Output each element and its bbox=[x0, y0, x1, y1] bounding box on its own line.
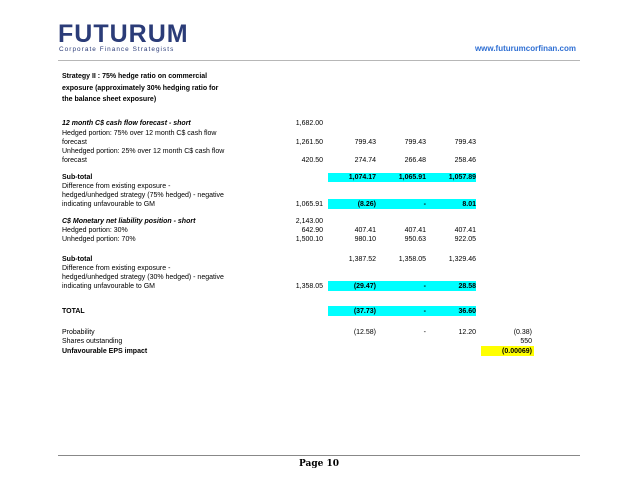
strategy-heading-line-1: Strategy II : 75% hedge ratio on commercial bbox=[62, 73, 208, 80]
cashflow-forecast-title: 12 month C$ cash flow forecast - short bbox=[62, 120, 191, 127]
total-label: TOTAL bbox=[62, 308, 85, 315]
s2-diff-label-1: Difference from existing exposure - bbox=[62, 265, 171, 272]
probability-col2: (12.58) bbox=[353, 329, 376, 336]
s1-unhedged-col3: 266.48 bbox=[404, 157, 426, 164]
s1-hedged-col1: 1,261.50 bbox=[295, 139, 323, 146]
footer-divider bbox=[58, 455, 580, 456]
shares-outstanding-label: Shares outstanding bbox=[62, 338, 123, 345]
monetary-liability-value: 2,143.00 bbox=[295, 218, 323, 225]
total-col4: 36.60 bbox=[458, 308, 476, 315]
s1-diff-col3: - bbox=[423, 201, 426, 208]
s1-unhedged-col1: 420.50 bbox=[301, 157, 323, 164]
s1-unhedged-label-1: Unhedged portion: 25% over 12 month C$ cash flow bbox=[62, 148, 225, 155]
s2-unhedged-col2: 980.10 bbox=[354, 236, 376, 243]
s1-hedged-col4: 799.43 bbox=[454, 139, 476, 146]
s1-diff-col1: 1,065.91 bbox=[295, 201, 323, 208]
probability-col3: - bbox=[423, 329, 426, 336]
probability-label: Probability bbox=[62, 329, 95, 336]
s1-hedged-col3: 799.43 bbox=[404, 139, 426, 146]
s1-unhedged-col4: 258.46 bbox=[454, 157, 476, 164]
shares-outstanding-value: 550 bbox=[520, 338, 532, 345]
s1-diff-label-2: hedged/unhedged strategy (75% hedged) - negative bbox=[62, 192, 224, 199]
strategy-heading-line-2: exposure (approximately 30% hedging ratio for bbox=[62, 85, 219, 92]
s2-diff-col3: - bbox=[423, 283, 426, 290]
s1-hedged-label-1: Hedged portion: 75% over 12 month C$ cash flow bbox=[62, 130, 217, 137]
s1-hedged-col2: 799.43 bbox=[354, 139, 376, 146]
s2-subtotal-label: Sub-total bbox=[62, 256, 93, 263]
eps-impact-value: (0.00069) bbox=[502, 348, 532, 355]
strategy-heading-line-3: the balance sheet exposure) bbox=[62, 96, 157, 103]
s2-unhedged-col4: 922.05 bbox=[454, 236, 476, 243]
probability-col4: 12.20 bbox=[458, 329, 476, 336]
s1-subtotal-col4: 1,057.89 bbox=[448, 174, 476, 181]
s1-subtotal-col3: 1,065.91 bbox=[398, 174, 426, 181]
s1-diff-col4: 8.01 bbox=[462, 201, 476, 208]
monetary-liability-title: C$ Monetary net liability position - short bbox=[62, 218, 196, 225]
s2-subtotal-col4: 1,329.46 bbox=[448, 256, 476, 263]
s1-unhedged-label-2: forecast bbox=[62, 157, 87, 164]
website-link[interactable]: www.futurumcorfinan.com bbox=[474, 44, 576, 53]
page-number: Page 10 bbox=[298, 459, 340, 469]
s1-subtotal-label: Sub-total bbox=[62, 174, 93, 181]
s2-diff-col4: 28.58 bbox=[458, 283, 476, 290]
s1-unhedged-col2: 274.74 bbox=[354, 157, 376, 164]
s2-diff-label-2: hedged/unhedged strategy (30% hedged) - negative bbox=[62, 274, 224, 281]
s2-unhedged-col1: 1,500.10 bbox=[295, 236, 323, 243]
s1-subtotal-col2: 1,074.17 bbox=[348, 174, 376, 181]
s1-diff-label-1: Difference from existing exposure - bbox=[62, 183, 171, 190]
eps-impact-label: Unfavourable EPS impact bbox=[62, 348, 148, 355]
s2-hedged-col2: 407.41 bbox=[354, 227, 376, 234]
s2-diff-col1: 1,358.05 bbox=[295, 283, 323, 290]
s2-hedged-col3: 407.41 bbox=[404, 227, 426, 234]
s1-diff-label-3: indicating unfavourable to GM bbox=[62, 201, 155, 208]
s2-hedged-col4: 407.41 bbox=[454, 227, 476, 234]
s2-diff-label-3: indicating unfavourable to GM bbox=[62, 283, 155, 290]
highlight-diff-2 bbox=[328, 281, 476, 291]
logo-tagline: Corporate Finance Strategists bbox=[59, 46, 175, 53]
s2-subtotal-col2: 1,387.52 bbox=[348, 256, 376, 263]
s2-diff-col2: (29.47) bbox=[353, 283, 376, 290]
s2-subtotal-col3: 1,358.05 bbox=[398, 256, 426, 263]
s2-hedged-label: Hedged portion: 30% bbox=[62, 227, 128, 234]
highlight-total bbox=[328, 306, 476, 316]
s2-hedged-col1: 642.90 bbox=[301, 227, 323, 234]
s2-unhedged-col3: 950.63 bbox=[404, 236, 426, 243]
s1-hedged-label-2: forecast bbox=[62, 139, 87, 146]
s1-diff-col2: (8.26) bbox=[357, 201, 376, 208]
probability-col5: (0.38) bbox=[513, 329, 532, 336]
total-col2: (37.73) bbox=[353, 308, 376, 315]
logo-wordmark: FUTURUM bbox=[58, 20, 189, 48]
total-col3: - bbox=[423, 308, 426, 315]
cashflow-forecast-value: 1,682.00 bbox=[295, 120, 323, 127]
highlight-diff-1 bbox=[328, 199, 476, 209]
s2-unhedged-label: Unhedged portion: 70% bbox=[62, 236, 136, 243]
